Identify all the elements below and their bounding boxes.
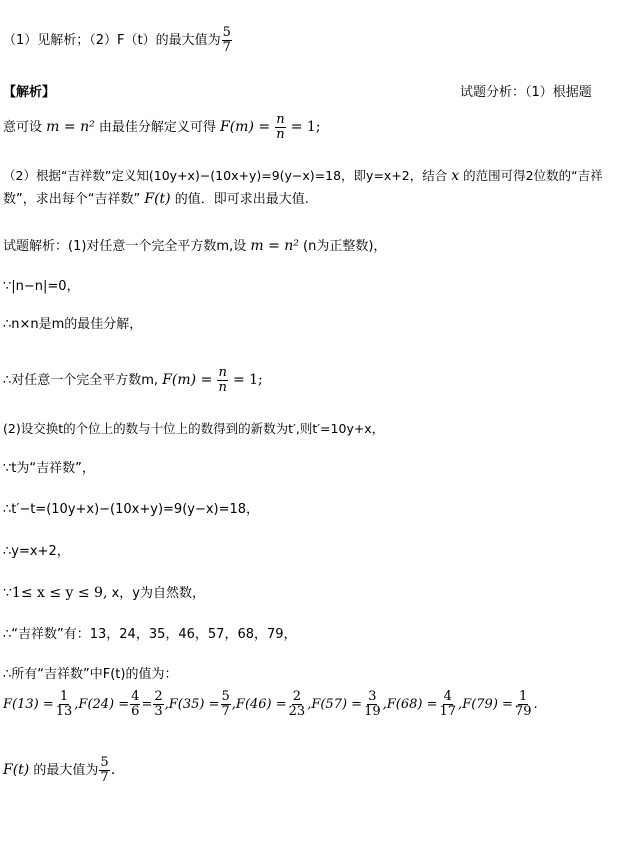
analysis-line3-end: 的范围可得2位数的“吉祥 bbox=[463, 168, 603, 183]
solution-s4-den: n bbox=[218, 380, 227, 395]
analysis-line4-a: 数”，求出每个“吉祥数” bbox=[3, 192, 141, 207]
solution-s4-f: F(m) = bbox=[162, 372, 213, 388]
answer-line bbox=[3, 26, 233, 55]
solution-final-fraction bbox=[99, 756, 109, 785]
solution-final-end: . bbox=[110, 762, 116, 778]
analysis-right-text: 试题分析：（1）根据题 bbox=[460, 85, 592, 100]
fraction-numerator: 3 bbox=[368, 689, 377, 704]
answer-frac-num: 5 bbox=[222, 25, 231, 40]
solution-s1-b: (n为正整数)， bbox=[303, 239, 387, 254]
answer-prefix: （1）见解析；（2）F（t）的最大值为 bbox=[3, 33, 221, 48]
f-value-item bbox=[311, 689, 387, 719]
analysis-line2-f: F(m) = bbox=[220, 119, 271, 135]
analysis-line2-formula: m = n² bbox=[46, 119, 95, 135]
f-value-label: F(24) = bbox=[78, 697, 130, 712]
f-value-fraction bbox=[130, 690, 140, 719]
f-value-label: F(46) = bbox=[235, 697, 287, 712]
equals-sign: = bbox=[141, 697, 153, 712]
separator: , bbox=[231, 697, 236, 712]
f-value-fraction bbox=[55, 690, 74, 719]
fraction-numerator: 4 bbox=[131, 689, 140, 704]
f-value-fraction bbox=[288, 690, 307, 719]
solution-final-num: 5 bbox=[100, 755, 109, 770]
analysis-line2-end: = 1; bbox=[290, 119, 321, 135]
analysis-line2-a: 意可设 bbox=[3, 120, 43, 135]
analysis-heading: 【解析】 bbox=[3, 85, 56, 100]
fraction-denominator: 13 bbox=[55, 704, 73, 719]
fraction-denominator: 17 bbox=[439, 704, 457, 719]
solution-s1-a: 试题解析：(1)对任意一个完全平方数m,设 bbox=[3, 239, 247, 254]
analysis-line-3 bbox=[3, 167, 603, 185]
f-value-item bbox=[235, 689, 312, 719]
answer-frac-den: 7 bbox=[222, 40, 231, 55]
solution-s4-num: n bbox=[218, 365, 227, 380]
analysis-line3-x: x bbox=[451, 168, 460, 184]
fraction-numerator: 1 bbox=[519, 689, 528, 704]
separator: , bbox=[74, 697, 79, 712]
analysis-line2-num: n bbox=[276, 112, 285, 127]
solution-final-text: 的最大值为 bbox=[33, 763, 99, 778]
solution-line-11: ∴所有“吉祥数”中F(t)的值为： bbox=[3, 667, 178, 682]
solution-s1-formula: m = n² bbox=[250, 238, 299, 254]
fraction-numerator: 2 bbox=[154, 689, 163, 704]
analysis-line2-fraction bbox=[275, 113, 285, 142]
f-value-fraction bbox=[153, 690, 163, 719]
f-value-fraction bbox=[363, 690, 382, 719]
analysis-line2-b: 由最佳分解定义可得 bbox=[98, 120, 216, 135]
fraction-denominator: 23 bbox=[288, 704, 306, 719]
solution-line-5: (2)设交换t的个位上的数与十位上的数得到的新数为t′,则t′=10y+x， bbox=[3, 421, 385, 436]
solution-s4-a: ∴对任意一个完全平方数m, bbox=[3, 373, 159, 388]
analysis-line2-den: n bbox=[276, 127, 285, 142]
f-value-label: F(68) = bbox=[386, 697, 438, 712]
fraction-numerator: 5 bbox=[221, 689, 230, 704]
solution-line-9 bbox=[3, 584, 205, 603]
separator: , bbox=[458, 697, 463, 712]
separator: , bbox=[307, 697, 312, 712]
solution-line-3: ∴n×n是m的最佳分解， bbox=[3, 317, 143, 332]
fraction-denominator: 79 bbox=[514, 704, 532, 719]
fraction-denominator: 3 bbox=[154, 704, 163, 719]
f-value-item bbox=[386, 689, 463, 719]
solution-line-4 bbox=[3, 366, 263, 395]
separator: , bbox=[164, 697, 169, 712]
fraction-denominator: 7 bbox=[221, 704, 230, 719]
separator: . bbox=[533, 697, 538, 712]
analysis-line4-b: 的值．即可求出最大值. bbox=[174, 192, 309, 207]
solution-s4-fraction bbox=[217, 366, 227, 395]
solution-final-den: 7 bbox=[100, 770, 109, 785]
solution-line-6: ∵t为“吉祥数”， bbox=[3, 461, 95, 476]
fraction-denominator: 19 bbox=[364, 704, 381, 719]
separator: , bbox=[382, 697, 387, 712]
f-value-label: F(79) = bbox=[462, 697, 513, 712]
solution-line-10: ∴“吉祥数”有：13，24，35，46，57，68，79， bbox=[3, 627, 297, 642]
fraction-denominator: 6 bbox=[131, 704, 140, 719]
f-value-label: F(13) = bbox=[3, 697, 54, 712]
f-value-label: F(57) = bbox=[311, 697, 363, 712]
analysis-line-4 bbox=[3, 190, 309, 209]
f-value-item bbox=[78, 689, 169, 719]
f-value-item bbox=[168, 689, 236, 719]
fraction-numerator: 4 bbox=[443, 689, 452, 704]
solution-values-line bbox=[3, 690, 538, 719]
answer-fraction bbox=[222, 26, 232, 55]
f-value-label: F(35) = bbox=[168, 697, 220, 712]
solution-line-8: ∴y=x+2， bbox=[3, 544, 70, 559]
solution-s4-end: = 1; bbox=[232, 372, 263, 388]
solution-s9-b: x，y为自然数， bbox=[111, 586, 205, 601]
solution-final-line bbox=[3, 756, 115, 785]
fraction-numerator: 1 bbox=[59, 689, 69, 704]
f-value-fraction bbox=[439, 690, 458, 719]
solution-final-f: F(t) bbox=[3, 762, 30, 778]
solution-line-2: ∵|n−n|=0， bbox=[3, 279, 80, 294]
analysis-line4-f: F(t) bbox=[144, 191, 171, 207]
analysis-line3-text: （2）根据“吉祥数”定义知(10y+x)−(10x+y)=9(y−x)=18，即y=x+2，结合 bbox=[3, 168, 448, 183]
f-value-fraction bbox=[514, 690, 533, 719]
solution-line-7: ∴t′−t=(10y+x)−(10x+y)=9(y−x)=18， bbox=[3, 502, 260, 517]
f-value-item bbox=[3, 689, 79, 719]
analysis-line-2 bbox=[3, 113, 321, 142]
f-value-item bbox=[462, 689, 538, 719]
fraction-numerator: 2 bbox=[292, 689, 302, 704]
f-value-fraction bbox=[221, 690, 231, 719]
solution-line-1 bbox=[3, 237, 386, 256]
solution-s9-a: ∵1≤ x ≤ y ≤ 9, bbox=[3, 585, 108, 601]
